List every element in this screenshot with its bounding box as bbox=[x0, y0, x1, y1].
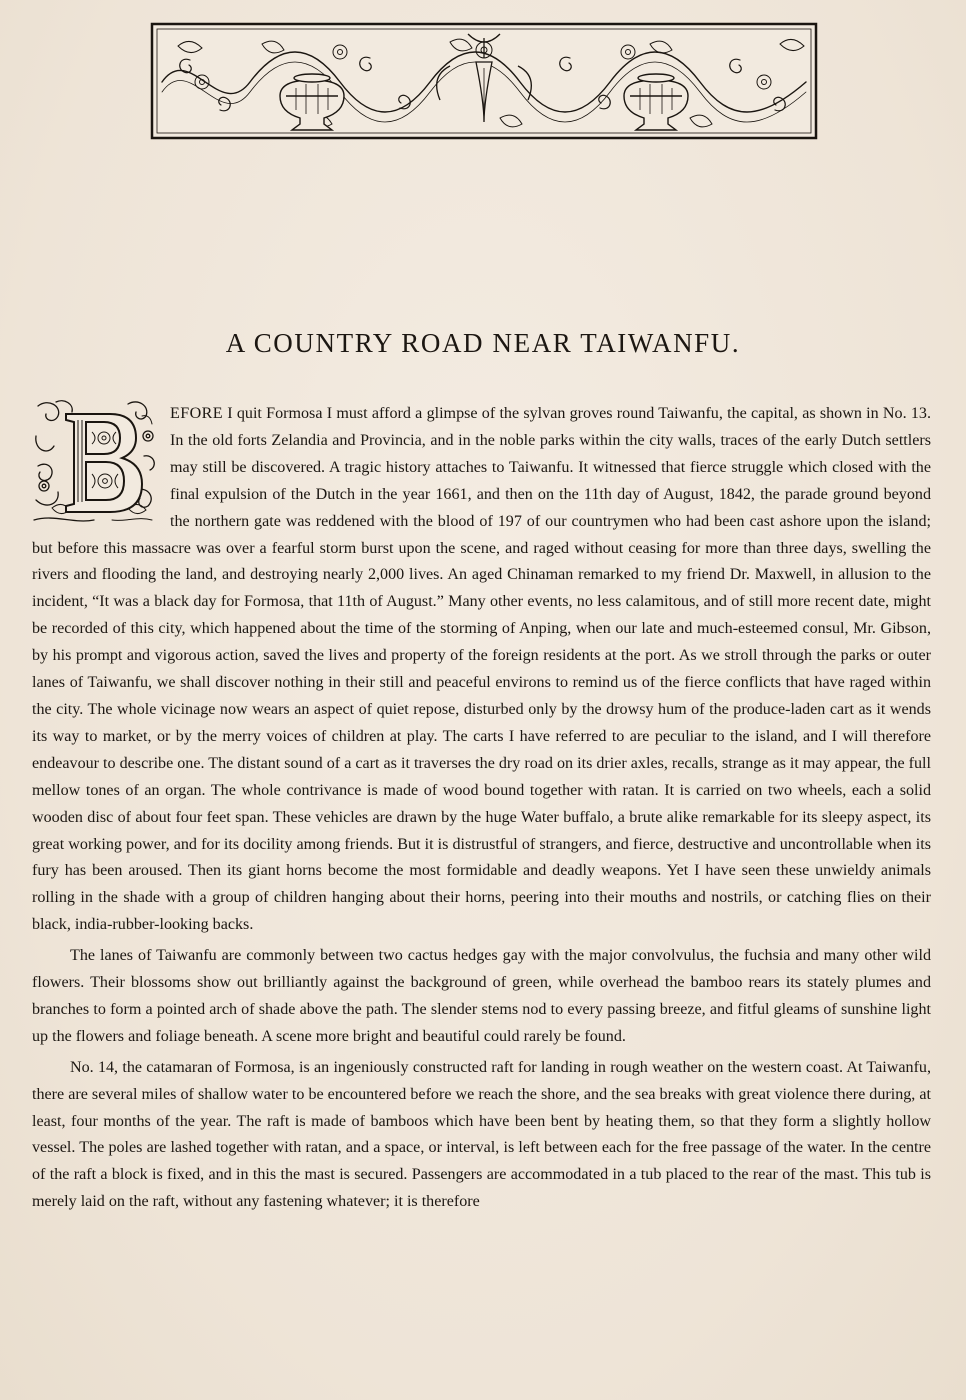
floral-headpiece-ornament-icon bbox=[150, 22, 818, 140]
dropcap-space bbox=[32, 401, 170, 535]
chapter-title: A COUNTRY ROAD NEAR TAIWANFU. bbox=[225, 328, 741, 358]
paragraph-3: No. 14, the catamaran of Formosa, is an ingeniously constructed raft for landing in rough weather on the western coast. At Taiwanfu, there are several miles of shallow water to be encountered before we reach the shore, and the sea breaks with great violence there during, at least, four months of the year. The raft is made of bamboos which have been bent by heating them, so that they form a slightly hollow vessel. The poles are lashed together with ratan, and a space, or interval, is left between each for the free passage of the water. In the centre of the raft a block is fixed, and in this the mast is secured. Passengers are accommodated in a tub placed to the rear of the mast. This tub is merely laid on the raft, without any fastening whatever; it is therefore bbox=[32, 1058, 931, 1211]
body-text bbox=[32, 401, 931, 1216]
paragraph-1-text: I quit Formosa I must afford a glimpse of the sylvan groves round Taiwanfu, the capital, as shown in No. 13. In the old forts Zelandia and Provincia, and in the noble parks within the city walls, traces of the early Dutch settlers may still be discovered. A tragic history attaches to Taiwanfu. It witnessed that fierce struggle which closed with the final expulsion of the Dutch in the year 1661, and then on the 11th day of August, 1842, the parade ground beyond the northern gate was reddened with the blood of 197 of our countrymen who had been cast ashore upon the island; but before this massacre was over a fearful storm burst upon the scene, and raged without ceasing for more than three days, swelling the rivers and flooding the land, and destroying nearly 2,000 lives. An aged Chinaman remarked to my friend Dr. Maxwell, in allusion to the incident, “It was a black day for Formosa, that 11th of August.” Many other events, no less calamitous, and of still more recent date, might be recorded of this city, which happened about the time of the storming of Anping, when our late and much-esteemed consul, Mr. Gibson, by his prompt and vigorous action, saved the lives and property of the foreign residents at the port. As we stroll through the parks or outer lanes of Taiwanfu, we shall discover nothing in their still and peaceful environs to remind us of the fierce conflicts that have raged within the city. The whole vicinage now wears an aspect of quiet repose, disturbed only by the drowsy hum of the produce-laden cart as it wends its way to market, or by the merry voices of children at play. The carts I have referred to are peculiar to the island, and I will therefore endeavour to describe one. The distant sound of a cart as it traverses the dry road on its drier axles, recalls, strange as it may appear, the full mellow tones of an organ. The whole contrivance is made of wood bound together with ratan. It is carried on two wheels, each a solid wooden disc of about four feet span. These vehicles are drawn by the huge Water buffalo, a brute alike remarkable for its sleepy aspect, its great working power, and for its docility among friends. But it is distrustful of strangers, and fierce, destructive and uncontrollable when its fury has been aroused. Then its giant horns become the most formidable and deadly weapons. Yet I have seen these unwieldy animals rolling in the shade with a group of children hanging about their horns, peering into their mouths and nostrils, or catching flies on their black, india-rubber-looking backs. bbox=[32, 405, 931, 934]
paragraph-1 bbox=[32, 401, 931, 939]
paragraph-2: The lanes of Taiwanfu are commonly between two cactus hedges gay with the major convolvulus, the fuchsia and many other wild flowers. Their blossoms show out brilliantly against the background of green, while overhead the bamboo rears its stately plumes and branches to form a pointed arch of shade above the path. The slender stems nod to every passing breeze, and fitful gleams of sunshine light up the flowers and foliage beneath. A scene more bright and beautiful could rarely be found. bbox=[32, 947, 931, 1045]
first-word-rest: EFORE bbox=[170, 405, 223, 422]
